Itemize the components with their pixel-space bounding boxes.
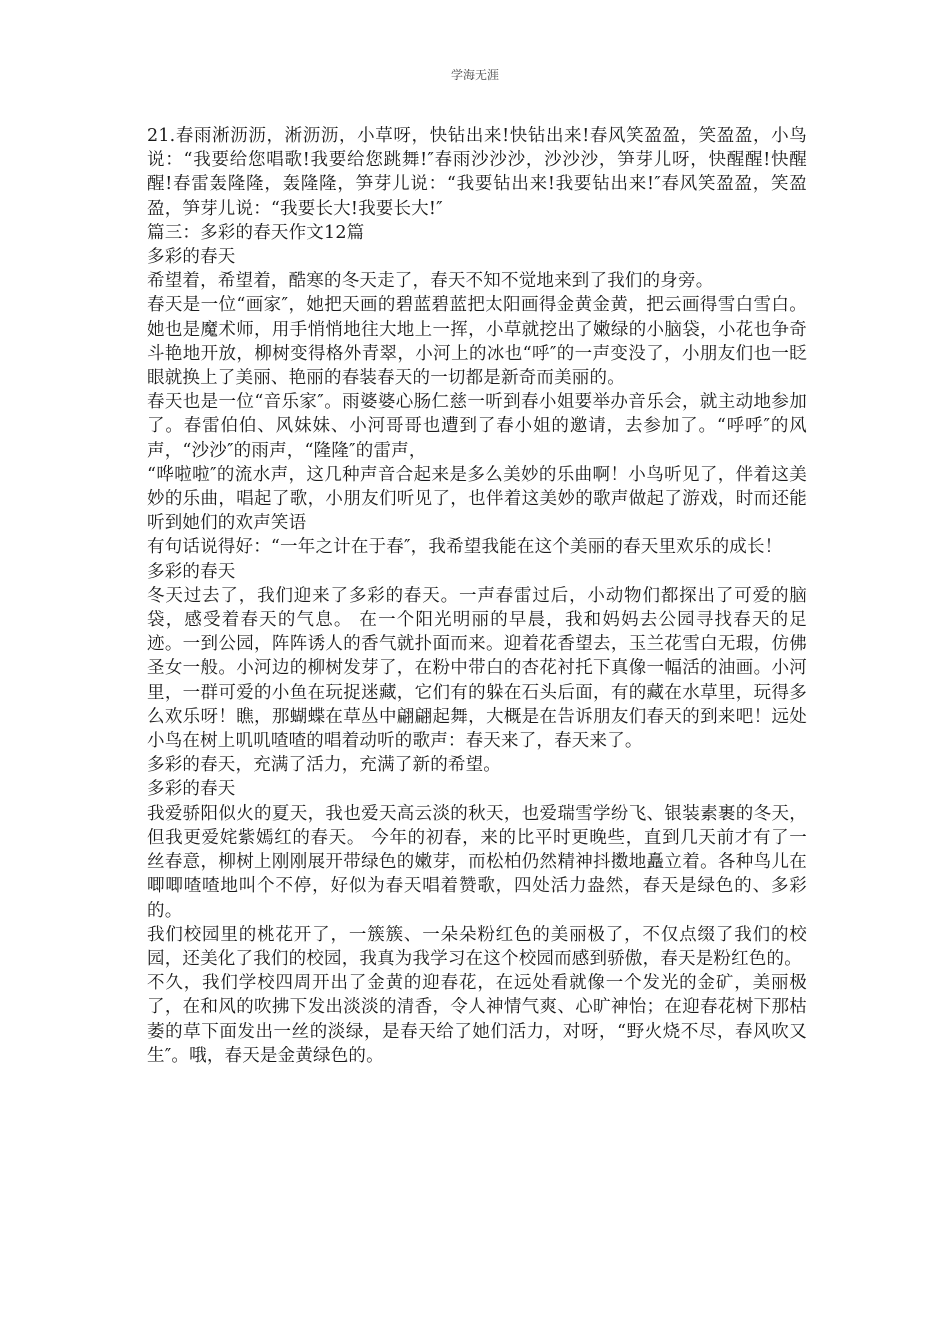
- document-body: [147, 124, 807, 1068]
- essay-title: 多彩的春天: [147, 561, 236, 582]
- paragraph: 我爱骄阳似火的夏天，我也爱天高云淡的秋天，也爱瑞雪学纷飞、银装素裹的冬天，但我更爱姹紫嫣红的春天。 今年的初春，来的比平时更晚些，直到几天前才有了一丝春意，柳树上刚刚展开带绿色的嫩芽，而松柏仍然精神抖擞地矗立着。各种鸟儿在唧唧喳喳地叫个不停，好似为春天唱着赞歌，四处活力盎然，春天是绿色的、多彩的。: [147, 803, 807, 921]
- paragraph: 多彩的春天，充满了活力，充满了新的希望。: [147, 755, 501, 776]
- paragraph: 有句话说得好：“一年之计在于春″，我希望我能在这个美丽的春天里欢乐的成长！: [147, 537, 783, 558]
- paragraph: 冬天过去了，我们迎来了多彩的春天。一声春雷过后，小动物们都探出了可爱的脑袋，感受着春天的气息。 在一个阳光明丽的早晨，我和妈妈去公园寻找春天的足迹。一到公园，阵阵诱人的香气就扑面而来。迎着花香望去，玉兰花雪白无瑕，仿佛圣女一般。小河边的柳树发芽了，在粉中带白的杏花衬托下真像一幅活的油画。小河里，一群可爱的小鱼在玩捉迷藏，它们有的躲在石头后面，有的藏在水草里，玩得多么欢乐呀！瞧，那蝴蝶在草丛中翩翩起舞，大概是在告诉朋友们春天的到来吧！远处小鸟在树上叽叽喳喳的唱着动听的歌声：春天来了，春天来了。: [147, 585, 807, 752]
- paragraph: 春天是一位“画家″，她把天画的碧蓝碧蓝把太阳画得金黄金黄，把云画得雪白雪白。她也是魔术师，用手悄悄地往大地上一挥，小草就挖出了嫩绿的小脑袋，小花也争奇斗艳地开放，柳树变得格外青翠，小河上的冰也“呼″的一声变没了，小朋友们也一眨眼就换上了美丽、艳丽的春装春天的一切都是新奇而美丽的。: [147, 295, 807, 389]
- paragraph: “哗啦啦″的流水声，这几种声音合起来是多么美妙的乐曲啊！小鸟听见了，伴着这美妙的乐曲，唱起了歌，小朋友们听见了，也伴着这美妙的歌声做起了游戏，时而还能听到她们的欢声笑语: [147, 464, 807, 534]
- essay-title: 多彩的春天: [147, 779, 236, 800]
- section-heading: 篇三：多彩的春天作文12篇: [147, 222, 365, 243]
- essay-title: 多彩的春天: [147, 247, 236, 268]
- paragraph: 希望着，希望着，酷寒的冬天走了，春天不知不觉地来到了我们的身旁。: [147, 271, 714, 292]
- paragraph: 21.春雨淅沥沥，淅沥沥，小草呀，快钻出来!快钻出来!春风笑盈盈，笑盈盈，小鸟说：“我要给您唱歌!我要给您跳舞!″春雨沙沙沙，沙沙沙，笋芽儿呀，快醒醒!快醒醒!春雷轰隆隆，轰隆隆，笋芽儿说：“我要钻出来!我要钻出来!″春风笑盈盈，笑盈盈，笋芽儿说：“我要长大!我要长大!″: [147, 126, 807, 219]
- page-header: 学海无涯: [450, 68, 499, 82]
- paragraph: 春天也是一位“音乐家″。雨婆婆心肠仁慈一听到春小姐要举办音乐会，就主动地参加了。春雷伯伯、风妹妹、小河哥哥也遭到了春小姐的邀请，去参加了。“呼呼″的风声，“沙沙″的雨声，“隆隆″的雷声，: [147, 392, 807, 461]
- paragraph: 不久，我们学校四周开出了金黄的迎春花，在远处看就像一个发光的金矿，美丽极了，在和风的吹拂下发出淡淡的清香，令人神情气爽、心旷神怡；在迎春花树下那枯萎的草下面发出一丝的淡绿，是春天给了她们活力，对呀，“野火烧不尽，春风吹又生″。哦，春天是金黄绿色的。: [147, 973, 807, 1066]
- paragraph: 我们校园里的桃花开了，一簇簇、一朵朵粉红色的美丽极了，不仅点缀了我们的校园，还美化了我们的校园，我真为我学习在这个校园而感到骄傲，春天是粉红色的。: [147, 924, 807, 969]
